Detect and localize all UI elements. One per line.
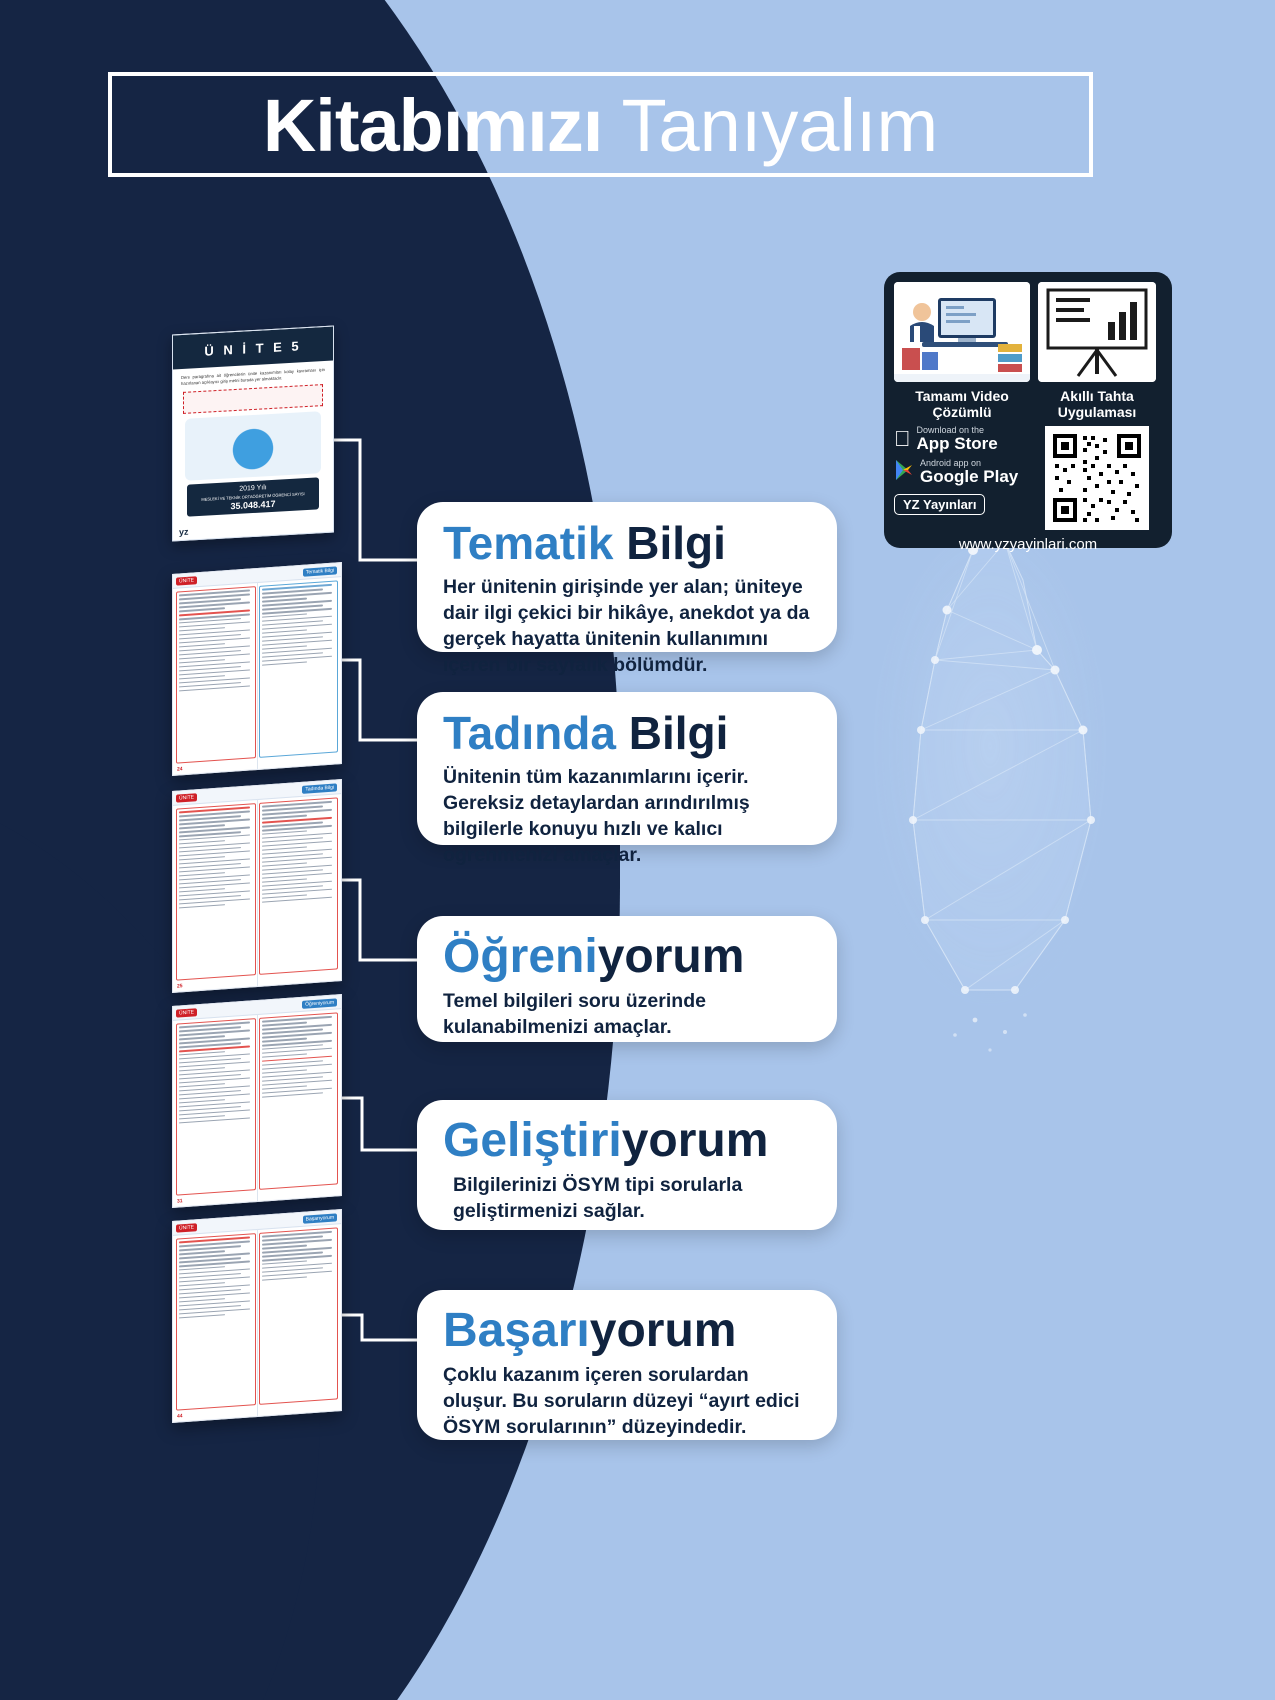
spread-page-number: 25 [177, 983, 183, 990]
website-url[interactable]: www.yzyayinlari.com [958, 536, 1098, 553]
google-play-icon [894, 459, 914, 485]
feature-card-title [443, 1114, 811, 1168]
google-play-text [920, 458, 1018, 486]
feature-card-body: Ünitenin tüm kazanımlarını içerir. Gereksiz detaylardan arındırılmış bilgilerle konuyu hızlı ve kalıcı öğrenmenizi amaçlar. [443, 766, 750, 866]
spread-fold [257, 1014, 258, 1201]
spread-section-tag: Başarıyorum [303, 1213, 337, 1223]
feature-card-body: Her ünitenin girişinde yer alan; üniteye dair ilgi çekici bir hikâye, anekdot ya da gerçek hayatta ünitenin kullanımını içeren bir sayfalık bölümdür. [443, 576, 810, 676]
spread-section-tag: Tadında Bilgi [302, 783, 337, 793]
promo-right-column [1038, 282, 1156, 530]
feature-card-title-dark: Bilgi [613, 517, 726, 569]
spread-text-lines [179, 1236, 253, 1318]
feature-card-title-accent: Tadında [443, 707, 616, 759]
spread-text-lines [262, 1231, 336, 1282]
video-illustration [894, 282, 1030, 382]
qr-code[interactable] [1045, 426, 1149, 530]
feature-card-title-dark: Bilgi [615, 707, 729, 759]
page-title [108, 78, 1093, 174]
cover-footer-line3: 35.048.417 [230, 498, 276, 512]
spread-section-tag: Tematik Bilgi [303, 566, 337, 576]
spread-fold [257, 582, 258, 769]
brand-badge: YZ Yayınları [894, 494, 985, 515]
spread-fold [257, 1229, 258, 1416]
spread-page-number: 31 [177, 1198, 183, 1205]
spread-text-lines [262, 801, 336, 903]
spread-page-number: 24 [177, 766, 183, 773]
spread-fold [257, 799, 258, 986]
cover-footer-line1: 2019 Yılı [239, 484, 267, 493]
spread-text-lines [262, 584, 336, 666]
page-title-bold: Kitabımızı [262, 84, 603, 167]
google-play-small: Android app on [920, 458, 982, 468]
feature-card-title-dark: yorum [597, 930, 745, 983]
spread-column-left [176, 803, 256, 981]
spread-column-right [259, 797, 339, 975]
spread-tag: ÜNİTE [176, 793, 197, 802]
smartboard-illustration [1038, 282, 1156, 382]
cover-unite-label: Ü N İ T E 5 [173, 327, 333, 370]
cover-paragraph: Ders paragrafına ait öğrencilerin ünite kazanımları kolay kavraması için hazırlanan açıklayıcı giriş metni burada yer almaktadır. [181, 366, 325, 387]
app-store-badge[interactable] [894, 425, 1030, 453]
feature-card-title [443, 930, 811, 984]
spread-column-right [259, 1012, 339, 1190]
page-title-light: Tanıyalım [602, 84, 939, 167]
cover-footer-line2: MESLEKİ VE TEKNİK ORTAÖĞRETİM ÖĞRENCİ SAYISI [201, 491, 305, 502]
app-store-small: Download on the [900, 425, 968, 435]
spread-page-number: 44 [177, 1413, 183, 1420]
spread-text-lines [179, 806, 253, 908]
promo-panel [884, 272, 1172, 553]
feature-card-tematik-bilgi [417, 502, 837, 676]
app-store-text [900, 425, 998, 453]
spread-column-left [176, 1233, 256, 1411]
app-store-big: App Store [900, 434, 982, 453]
feature-card-gelistiriyorum [417, 1100, 837, 1230]
spread-column-right [259, 1227, 339, 1405]
feature-card-title-accent: Geliştiri [443, 1114, 622, 1167]
feature-card-title-accent: Öğreni [443, 930, 598, 983]
spread-column-left [176, 1018, 256, 1196]
spread-text-lines [179, 1021, 253, 1123]
feature-card-title [443, 1304, 811, 1358]
decorative-hand-graphic [855, 520, 1125, 1080]
video-caption-line2: Çözümlü [932, 404, 992, 420]
spread-text-lines [179, 589, 253, 691]
google-play-badge[interactable] [894, 458, 1030, 486]
google-play-big: Google Play [920, 467, 1019, 486]
feature-card-basariyorum [417, 1290, 837, 1440]
feature-card-title-accent: Tematik [443, 517, 614, 569]
book-spread-thumbnail [172, 994, 342, 1208]
spread-tag: ÜNİTE [176, 1008, 197, 1017]
cover-highlight-box [183, 384, 323, 414]
video-caption [894, 388, 1030, 420]
feature-card-tadinda-bilgi [417, 692, 837, 866]
apple-icon [894, 428, 911, 450]
spread-column-right [259, 580, 339, 758]
smartboard-caption-line1: Akıllı Tahta [1060, 388, 1134, 404]
feature-card-ogreniyorum [417, 916, 837, 1042]
book-spread-thumbnail [172, 1209, 342, 1423]
cover-logo: yz [179, 526, 189, 538]
video-caption-line1: Tamamı Video [915, 388, 1009, 404]
spread-tag: ÜNİTE [176, 576, 197, 585]
cover-globe-image [185, 411, 321, 481]
feature-card-title [443, 706, 811, 760]
spread-text-lines [262, 1016, 336, 1098]
smartboard-caption [1038, 388, 1156, 420]
book-spread-thumbnail [172, 562, 342, 776]
spread-tag: ÜNİTE [176, 1223, 197, 1232]
spread-section-tag: Öğreniyorum [302, 998, 337, 1008]
book-spread-thumbnail [172, 779, 342, 993]
promo-top-row [894, 282, 1162, 530]
feature-card-title-dark: yorum [621, 1114, 769, 1167]
cover-footer [187, 477, 319, 516]
feature-card-title [443, 516, 811, 570]
book-cover-thumbnail [172, 325, 334, 541]
feature-card-body: Çoklu kazanım içeren sorulardan oluşur. Bu soruların düzeyi “ayırt edici ÖSYM sorularının” düzeyindedir. [443, 1364, 800, 1438]
feature-card-body: Temel bilgileri soru üzerinde kulanabilmenizi amaçlar. [443, 990, 706, 1038]
feature-card-title-dark: yorum [589, 1304, 737, 1357]
feature-card-title-accent: Başarı [443, 1304, 590, 1357]
smartboard-caption-line2: Uygulaması [1057, 404, 1137, 420]
feature-card-body: Bilgilerinizi ÖSYM tipi sorularla geliştirmenizi sağlar. [453, 1174, 743, 1222]
spread-column-left [176, 586, 256, 764]
promo-left-column [894, 282, 1030, 530]
